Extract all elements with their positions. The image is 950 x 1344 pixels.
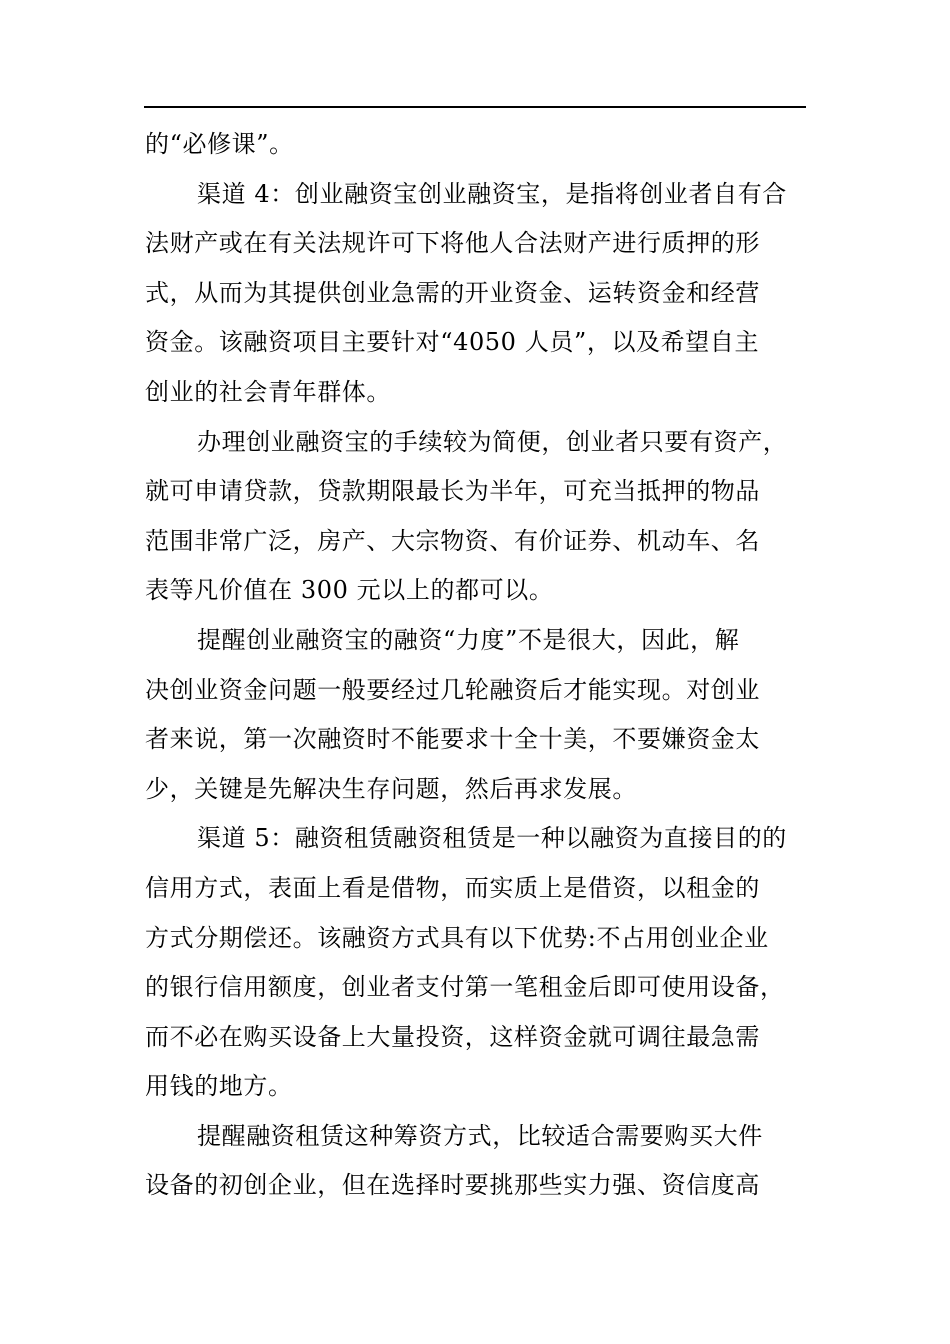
text-line: 的“必修课”。 xyxy=(145,130,294,158)
paragraph-channel-4: 渠道 4：创业融资宝创业融资宝，是指将创业者自有合 xyxy=(197,179,787,208)
text-line: 信用方式，表面上看是借物，而实质上是借资，以租金的 xyxy=(145,873,760,902)
header-rule xyxy=(144,106,806,108)
text-line: 方式分期偿还。该融资方式具有以下优势:不占用创业企业 xyxy=(145,923,769,952)
text-line: 式，从而为其提供创业急需的开业资金、运转资金和经营 xyxy=(145,278,760,307)
paragraph-reminder-1: 提醒创业融资宝的融资“力度”不是很大，因此，解 xyxy=(197,625,740,654)
text-line: 决创业资金问题一般要经过几轮融资后才能实现。对创业 xyxy=(145,675,760,704)
text-line: 资金。该融资项目主要针对“4050 人员”，以及希望自主 xyxy=(145,328,760,357)
paragraph-channel-5: 渠道 5：融资租赁融资租赁是一种以融资为直接目的的 xyxy=(197,824,787,853)
text-line: 表等凡价值在 300 元以上的都可以。 xyxy=(145,576,554,605)
text-line: 就可申请贷款，贷款期限最长为半年，可充当抵押的物品 xyxy=(145,477,760,506)
text-line: 创业的社会青年群体。 xyxy=(145,377,391,406)
paragraph-reminder-2: 提醒融资租赁这种筹资方式，比较适合需要购买大件 xyxy=(197,1121,763,1150)
text-line: 的银行信用额度，创业者支付第一笔租金后即可使用设备， xyxy=(145,973,785,1002)
text-line: 用钱的地方。 xyxy=(145,1072,293,1101)
text-line: 少，关键是先解决生存问题，然后再求发展。 xyxy=(145,774,637,803)
text-line: 设备的初创企业，但在选择时要挑那些实力强、资信度高 xyxy=(145,1171,760,1200)
text-line: 范围非常广泛，房产、大宗物资、有价证券、机动车、名 xyxy=(145,526,760,555)
paragraph-procedure: 办理创业融资宝的手续较为简便，创业者只要有资产， xyxy=(197,427,788,456)
body-text xyxy=(145,120,807,1211)
text-line: 者来说，第一次融资时不能要求十全十美，不要嫌资金太 xyxy=(145,725,760,754)
text-line: 法财产或在有关法规许可下将他人合法财产进行质押的形 xyxy=(145,229,760,258)
text-line: 而不必在购买设备上大量投资，这样资金就可调往最急需 xyxy=(145,1022,760,1051)
